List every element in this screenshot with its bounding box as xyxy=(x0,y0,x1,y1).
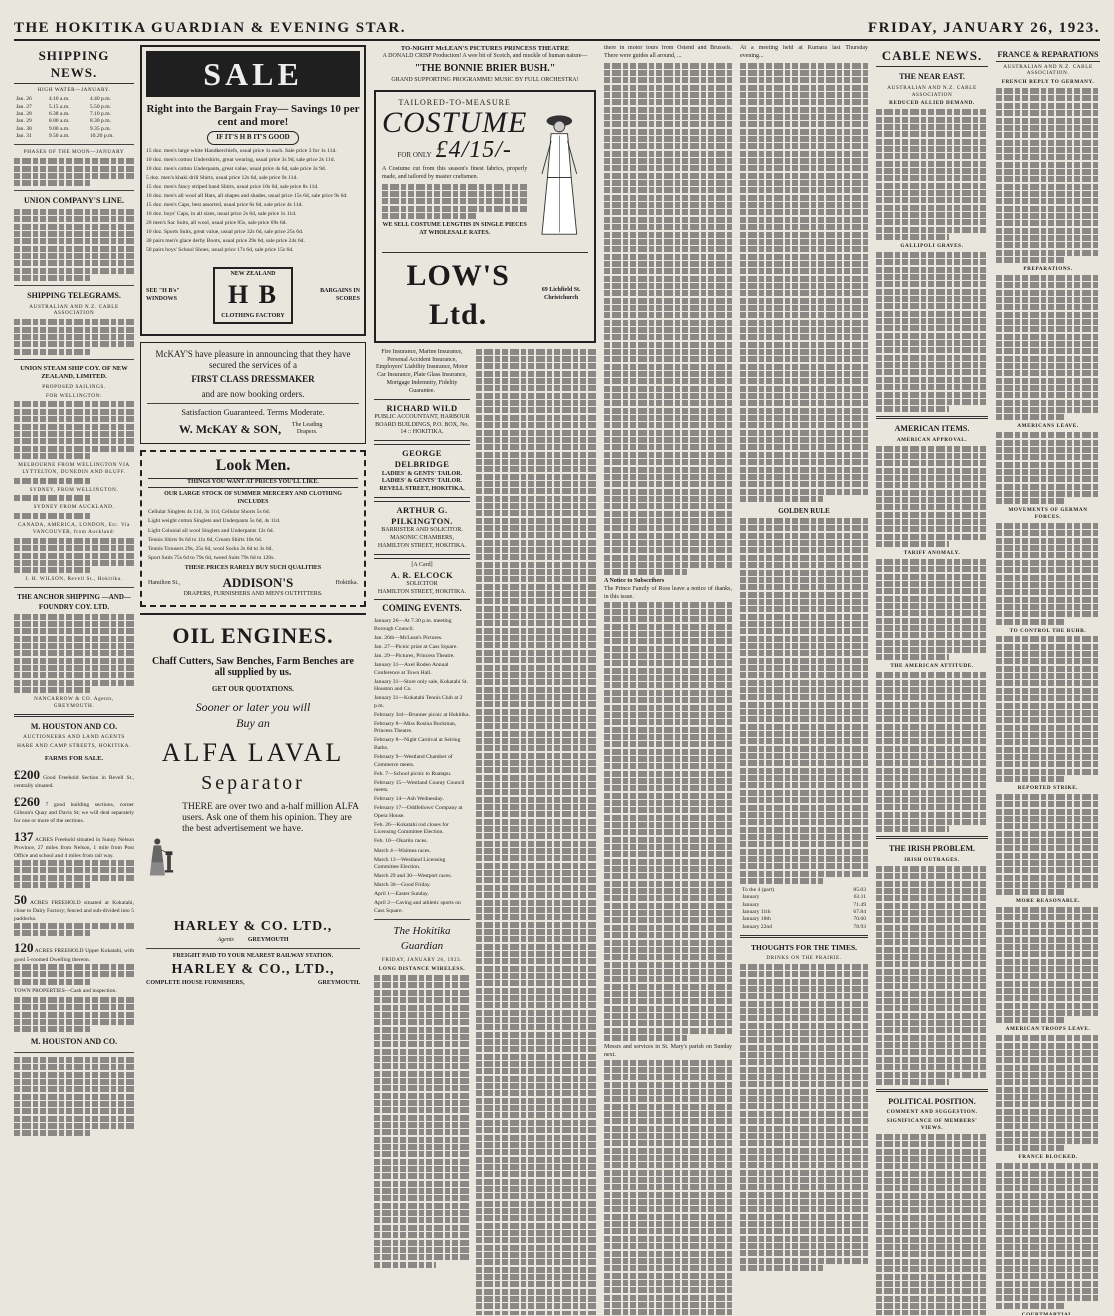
irish-outrages: IRISH OUTRAGES. xyxy=(904,857,960,864)
nancarrow-agents: NANCARROW & CO. Agents, GREYMOUTH. xyxy=(34,696,114,710)
costume-blurb: A Costume cut from this season's finest fabrics, properly made, and tailored by master craftsmen. xyxy=(382,165,528,180)
col4-intro: there in motor tours from Ostend and Brussels. There were guides all around, ... xyxy=(604,45,732,59)
rainfall-row xyxy=(740,916,868,923)
tide-table xyxy=(14,96,134,140)
costume-lengths: WE SELL COSTUME LENGTHS IN SINGLE PIECES AT WHOLESALE RATES. xyxy=(382,221,527,236)
event-item: February 17—Oddfellows' Company at Opera House. xyxy=(374,805,463,819)
event-item: February 8—Night Carnival at Seiring Baths. xyxy=(374,737,461,751)
farms-heading: FARMS FOR SALE. xyxy=(44,755,104,763)
lows-address: 69 Lichfield St. Christchurch xyxy=(541,287,581,302)
look-men: Look Men. xyxy=(215,457,291,475)
sale-item: 15 doz. men's fancy striped band Shirts, usual price 10s 6d, sale price 8s 11d. xyxy=(146,183,319,190)
preparations: PREPARATIONS. xyxy=(1023,266,1073,273)
buy-an: Buy an xyxy=(236,715,270,730)
german-forces-text xyxy=(996,523,1100,624)
event-item: Feb. 7—School picnic to Ruatapu. xyxy=(374,770,452,777)
elcock-street: HAMILTON STREET, HOKITIKA. xyxy=(377,588,467,595)
event-item: Feb. 10—Okarito races. xyxy=(374,838,428,845)
price-5: 120 xyxy=(14,940,34,956)
for-wellington: FOR WELLINGTON: xyxy=(46,392,102,399)
political-text xyxy=(876,1134,988,1315)
satisfaction-guaranteed: Satisfaction Guaranteed. Terms Moderate. xyxy=(181,406,325,417)
blocked-text xyxy=(996,1163,1100,1309)
attitude-text xyxy=(876,672,988,832)
event-item: March 13—Westland Licensing Committee Election. xyxy=(374,856,446,871)
hb-sale-ad xyxy=(140,45,366,336)
tariff-anomaly: TARIFF ANOMALY. xyxy=(903,550,961,557)
control-ruhr: TO CONTROL THE RUHR. xyxy=(1009,627,1087,634)
rainfall-cell: January 11th xyxy=(742,909,771,916)
tide-cell: 10.20 p.m. xyxy=(89,133,114,140)
sale-item: 15 doz. men's large white Handkerchiefs, usual price 1s each. Sale price 3 for 1s 11d. xyxy=(146,147,337,154)
col4-article-c xyxy=(604,1060,732,1315)
insurance-list: Fire Insurance, Marine Insurance, Personal Accident Insurance, Employers' Liability Insurance, Motor Car Insurance, Plate Glass Insurance, Mortgage Indemnity, Fidelity Guarantee. xyxy=(375,348,469,394)
delbridge-tailor-2: LADIES' & GENTS' TAILOR. xyxy=(381,478,463,485)
france-blocked: FRANCE BLOCKED. xyxy=(1018,1154,1078,1161)
tonight-theatre: TO-NIGHT McLEAN'S PICTURES PRINCESS THEATRE xyxy=(400,45,570,52)
look-item: Cellular Singlets 4s 11d, 3s 11d, Cellular Shorts 5s 6d. xyxy=(148,509,271,516)
column-four xyxy=(604,45,732,1315)
tide-row xyxy=(14,126,134,133)
property-4 xyxy=(14,891,134,936)
mckay-announcement: McKAY'S have pleasure in announcing that they have secured the services of a xyxy=(155,349,351,370)
freight-paid: FREIGHT PAID TO YOUR NEAREST RAILWAY STATION. xyxy=(172,953,334,960)
houston-heading: M. HOUSTON AND CO. xyxy=(30,721,118,731)
delbridge-tailor: LADIES' & GENTS' TAILOR. xyxy=(381,470,463,477)
reduced-demand: REDUCED ALLIED DEMAND. xyxy=(889,100,975,107)
elcock: A. R. ELCOCK xyxy=(390,569,454,580)
property-1-text: Good Freehold Section in Revell St., centrally situated. xyxy=(14,774,134,789)
event-item: Jan. 27—Picnic prize at Cass Square. xyxy=(374,643,458,650)
rainfall-cell: 63.11 xyxy=(853,894,866,901)
property-1 xyxy=(14,766,134,791)
sale-banner: SALE xyxy=(146,51,360,97)
look-item: Sport Suits 75s 6d to 79s 6d, tweed Suits 79s 6d to 120s. xyxy=(148,554,275,561)
tide-cell: Jan. 27 xyxy=(16,103,32,110)
comment-suggestion: COMMENT AND SUGGESTION. xyxy=(886,1109,978,1116)
gallipoli-text xyxy=(876,252,988,412)
event-item: January 31—Axel Rodeo Annual Conference at Town Hall. xyxy=(374,661,449,676)
col4-hobbies: Messrs and services in St. Mary's parish on Sunday next. xyxy=(604,1043,732,1058)
political-position-heading: POLITICAL POSITION. xyxy=(888,1096,976,1106)
moon-heading: PHASES OF THE MOON—JANUARY xyxy=(23,149,125,156)
col5-intro: At a meeting held at Kumara last Thursday evening... xyxy=(740,45,868,59)
harley-name: HARLEY & CO. LTD., xyxy=(173,919,333,935)
business-cards xyxy=(374,349,470,1315)
col5-article-b xyxy=(740,518,868,884)
first-class-dressmaker: FIRST CLASS DRESSMAKER xyxy=(191,374,315,385)
look-men-sub: THINGS YOU WANT AT PRICES YOU'LL LIKE. xyxy=(148,478,358,488)
pilkington-role: BARRISTER AND SOLICITOR. xyxy=(381,527,463,534)
mckay-ad xyxy=(140,342,366,444)
editorial-heading: LONG DISTANCE WIRELESS. xyxy=(378,966,466,973)
separator-word: Separator xyxy=(201,771,305,794)
costume-title: COSTUME xyxy=(382,105,528,139)
million-users: THERE are over two and a-half million ALFA users. Ask one of them his opinion. They are the best advertisement we have. xyxy=(182,802,359,835)
event-item: February 9—Westland Chamber of Commerce meets. xyxy=(374,754,453,768)
rainfall-cell: 67.84 xyxy=(853,909,866,916)
mckay-name: W. McKAY & SON, xyxy=(178,421,282,436)
hb-mark: H B xyxy=(227,280,279,310)
rainfall-cell: January xyxy=(742,901,760,908)
event-item: April 2—Caving and athletic sports on Cass Square. xyxy=(374,900,461,914)
supporting-programme: GRAND SUPPORTING PROGRAMME! MUSIC BY FULL ORCHESTRA! xyxy=(391,76,579,83)
col4-article-a xyxy=(604,63,732,576)
price-3: 137 xyxy=(14,829,34,845)
strike-text xyxy=(996,794,1100,895)
tailored-to-measure: TAILORED-TO-MEASURE xyxy=(398,97,511,107)
sale-item: 10 doz. men's cotton Undershirts, great wearing, usual price 3s 9d, sale price 2s 11d. xyxy=(146,156,335,163)
event-item: February 8—Miss Rosina Buckman, Princess Theatre. xyxy=(374,720,457,735)
sailings-text xyxy=(14,401,134,458)
tide-cell: 7.10 p.m. xyxy=(89,110,111,117)
rainfall-row xyxy=(740,924,868,931)
tide-cell: 8.30 p.m. xyxy=(89,118,111,125)
addison-tagline: DRAPERS, FURNISHERS AND MEN'S OUTFITTERS. xyxy=(183,590,323,597)
addison-name: ADDISON'S xyxy=(222,574,294,590)
sale-item: 10 doz. men's cotton Underpants, great value, usual price 4s 6d, sale price 3s 9d. xyxy=(146,165,327,172)
hb-nz: NEW ZEALAND xyxy=(230,270,276,277)
tide-heading: HIGH WATER—JANUARY. xyxy=(37,87,111,94)
sale-item: 10 doz. men's all wool all Hats, all shapes and shades, usual price 15s 6d, sale price 9s 6d. xyxy=(146,192,348,199)
rainfall-cell: 70.60 xyxy=(853,916,866,923)
reasonable-text xyxy=(996,907,1100,1023)
americans-text xyxy=(996,432,1100,504)
pilkington-chambers: MASONIC CHAMBERS, xyxy=(390,535,454,542)
sydney-route: SYDNEY, FROM WELLINGTON. xyxy=(29,486,119,493)
preparations-text xyxy=(996,275,1100,421)
price-4: 50 xyxy=(14,892,27,908)
bargain-headline: Right into the Bargain Fray— Savings 10 per cent and more! xyxy=(146,103,360,128)
france-assoc: AUSTRALIAN AND N.Z. CABLE ASSOCIATION. xyxy=(1003,63,1093,77)
look-item: Tennis Shirts 9s 6d to 11s 6d, Cream Shirts 10s 6d. xyxy=(148,536,263,543)
event-item: February 15—Westland County Council meets. xyxy=(374,779,465,794)
hb-logo xyxy=(213,267,292,325)
masthead-title: THE HOKITIKA GUARDIAN & EVENING STAR. xyxy=(14,20,406,36)
tide-cell: 6.38 a.m. xyxy=(48,110,70,117)
col4-notice-head: A Notice to Subscribers xyxy=(604,578,665,585)
american-approval: AMERICAN APPROVAL. xyxy=(896,436,968,443)
approval-text xyxy=(876,446,988,547)
look-item: Tennis Trousers 29s, 25s 6d, wool Socks 2s 6d to 3s 6d. xyxy=(148,545,273,552)
guardian-title: The Hokitika Guardian xyxy=(393,925,451,952)
look-footer: THESE PRICES RARELY BUY SUCH QUALITIES xyxy=(184,565,322,572)
event-item: February 14—Ash Wednesday. xyxy=(374,796,444,803)
rainfall-cell: January 18th xyxy=(742,916,771,923)
look-men-sub2: OUR LARGE STOCK OF SUMMER MERCERY AND CLOTHING INCLUDES xyxy=(164,490,342,505)
richard-wild-sub: PUBLIC ACCOUNTANT, HARBOUR BOARD BUILDINGS, P.O. BOX, No. 14 :: HOKITIKA. xyxy=(374,413,470,436)
property-5 xyxy=(14,939,134,984)
houston-footer: M. HOUSTON AND CO. xyxy=(30,1037,118,1047)
france-heading: FRANCE & REPARATIONS xyxy=(996,50,1100,62)
rainfall-cell: 71.49 xyxy=(853,901,866,908)
town-properties: TOWN PROPERTIES—Cash and inspection. xyxy=(14,987,117,994)
alfa-laval: ALFA LAVAL xyxy=(161,737,345,767)
rainfall-cell: January 22nd xyxy=(742,923,772,930)
price-1: £200 xyxy=(14,766,40,782)
sale-item: 15 doz. men's Caps, best assorted, usual price 6s 6d, sale price 4s 11d. xyxy=(146,201,303,208)
masthead xyxy=(14,20,1100,41)
union-text xyxy=(14,209,134,281)
pilkington: ARTHUR G. PILKINGTON. xyxy=(391,504,453,527)
irish-problem-heading: THE IRISH PROBLEM. xyxy=(888,844,975,854)
columns xyxy=(14,45,1100,1315)
event-item: January 31—Store only sale, Kokatahi St. Houston and Co. xyxy=(374,678,468,693)
more-reasonable: MORE REASONABLE. xyxy=(1015,898,1081,905)
auctioneers: AUCTIONEERS AND LAND AGENTS xyxy=(23,734,125,741)
theatre-notice xyxy=(374,45,596,85)
woman-with-separator-illustration xyxy=(146,802,176,912)
addisons-ad xyxy=(140,450,366,607)
anchor-text xyxy=(14,614,134,693)
costume-woman-illustration xyxy=(531,98,588,248)
sale-item: 30 pairs men's glace derby Boots, usual price 29s 6d, sale price 24s 6d. xyxy=(146,237,305,244)
union-heading: UNION COMPANY'S LINE. xyxy=(23,196,125,206)
rainfall-row xyxy=(740,894,868,901)
harley-greymouth: GREYMOUTH xyxy=(247,936,289,943)
americans-leave: AMERICANS LEAVE. xyxy=(1017,423,1079,430)
golden-rule: GOLDEN RULE xyxy=(778,506,830,515)
sooner-or-later: Sooner or later you will xyxy=(195,699,311,714)
reported-strike: REPORTED STRIKE. xyxy=(1017,784,1079,791)
get-quotations: GET OUR QUOTATIONS. xyxy=(212,684,294,693)
rainfall-row xyxy=(740,887,868,894)
melbourne-route: MELBOURNE FROM WELLINGTON VIA LYTTELTON, DUNEDIN AND BLUFF. xyxy=(18,461,130,475)
union-ss-heading: UNION STEAM SHIP COY. OF NEW ZEALAND, LIMITED. xyxy=(20,364,128,381)
troops-leave: AMERICAN TROOPS LEAVE. xyxy=(1005,1026,1091,1033)
ruhr-text xyxy=(996,636,1100,782)
tide-cell: 5.15 a.m. xyxy=(48,103,70,110)
property-2 xyxy=(14,793,134,825)
tide-row xyxy=(14,96,134,103)
col4-article-b xyxy=(604,602,732,1041)
tide-row xyxy=(14,133,134,140)
sale-item: 10 doz. boys' Caps, in all sizes, usual price 2s 6d, sale price 1s 11d. xyxy=(146,210,297,217)
guardian-date: FRIDAY, JANUARY 26, 1923. xyxy=(381,957,463,964)
col5-article-c xyxy=(740,964,868,1271)
anchor-heading: THE ANCHOR SHIPPING —AND— FOUNDRY COY. LTD. xyxy=(17,593,131,611)
troops-text xyxy=(996,1035,1100,1151)
moon-text xyxy=(14,158,134,186)
oil-engines-heading: OIL ENGINES. xyxy=(172,622,334,648)
tide-cell: 8.00 a.m. xyxy=(48,118,70,125)
reduced-demand-text xyxy=(876,109,988,240)
delbridge-street: REVELL STREET, HOKITIKA. xyxy=(379,486,465,493)
cable-assoc: AUSTRALIAN AND N.Z. CABLE ASSOCIATION xyxy=(887,84,977,98)
telegrams-heading: SHIPPING TELEGRAMS. xyxy=(27,290,121,300)
tide-cell: 9.35 p.m. xyxy=(89,125,111,132)
tide-cell: Jan. 29 xyxy=(16,118,32,125)
tide-row xyxy=(14,104,134,111)
rainfall-cell: To the 4 (part) xyxy=(742,886,775,893)
mckay-tagline: The Leading Drapers. xyxy=(291,421,323,436)
look-item: Light weight cotton Singlets and Underpants 5s 6d, 4s 11d. xyxy=(148,518,281,525)
event-item: Jan. 29—Pictures, Princess Theatre. xyxy=(374,652,455,659)
property-5-text: ACRES FREEHOLD Upper Kokatahi, with good 5-roomed Dwelling thereon. xyxy=(14,948,134,963)
hb-goods-badge: IF IT'S H B IT'S GOOD xyxy=(207,131,298,144)
american-items-heading: AMERICAN ITEMS. xyxy=(894,424,970,434)
tide-cell: Jan. 26 xyxy=(16,96,32,103)
event-item: March 4—Waimea races. xyxy=(374,847,431,854)
sydney-auckland-route: SYDNEY FROM AUCKLAND. xyxy=(33,504,115,511)
property-4-text: ACRES FREEHOLD situated at Kokatahi, close to Dairy Factory; fenced and sub-divided into 5 paddocks. xyxy=(14,900,134,922)
sale-items-list xyxy=(146,148,360,255)
look-item: Light Colonial all wool Singlets and Underpants 12s 6d. xyxy=(148,527,275,534)
column-ads-left xyxy=(140,45,366,1315)
rainfall-table xyxy=(740,887,868,931)
event-item: Jan. 26th—McLean's Pictures. xyxy=(374,634,443,641)
chaff-cutters: Chaff Cutters, Saw Benches, Farm Benches are all supplied by us. xyxy=(151,655,354,679)
news-article-col3 xyxy=(476,349,596,1315)
property-3-text: ACRES Freehold situated in Sunny Nelson Province, 27 miles from Nelson, 1 mile from Post Office and school and 4 miles from rail way. xyxy=(14,837,134,859)
thoughts-sub: DRINKS ON THE PRAIRIE. xyxy=(766,955,842,962)
american-attitude: THE AMERICAN ATTITUDE. xyxy=(890,663,974,670)
french-reply: FRENCH REPLY TO GERMANY. xyxy=(1001,79,1095,86)
look-items-list xyxy=(148,509,358,562)
event-item: April 1—Easter Sunday. xyxy=(374,891,429,898)
event-item: Feb. 26—Kokatahi rod closes for Licensing Committee Election. xyxy=(374,821,449,836)
tide-cell: Jan. 31 xyxy=(16,133,32,140)
members-views: SIGNIFICANCE OF MEMBERS' VIEWS. xyxy=(886,1118,978,1132)
canada-route: CANADA, AMERICA, LONDON, Etc. Via VANCOUVER, from Auckland: xyxy=(18,522,130,536)
rainfall-row xyxy=(740,909,868,916)
property-2-text: 7 good building sections, corner Gibson's Quay and Davis St; we will deal separately for one or more of the sections. xyxy=(14,802,134,824)
irish-text xyxy=(876,866,988,1085)
donald-crisp: A DONALD CRISP Production! A wee bit of Scotch, and muckle of human nature— xyxy=(382,53,588,60)
rainfall-row xyxy=(740,902,868,909)
harley-footer-name: HARLEY & CO., LTD., xyxy=(171,962,335,978)
see-hbs-windows: SEE "H B's" WINDOWS xyxy=(146,287,180,302)
sale-item: 10 doz. Sports Suits, great value, usual price 32s 6d, sale price 25s 6d. xyxy=(146,228,304,235)
column-three xyxy=(374,45,596,1315)
masthead-date: FRIDAY, JANUARY 26, 1923. xyxy=(868,20,1100,36)
pilkington-street: HAMILTON STREET, HOKITIKA. xyxy=(377,542,467,549)
addison-right: Hokitika. xyxy=(335,579,358,586)
col5-article-a xyxy=(740,63,868,502)
richard-wild: RICHARD WILD xyxy=(386,402,458,413)
event-item: January 31—Kokatahi Tennis Club at 2 p.m. xyxy=(374,695,463,709)
courtmartial: COURTMARTIAL. xyxy=(1021,1311,1075,1315)
column-france xyxy=(996,45,1100,1315)
telegrams-text xyxy=(14,319,134,354)
tide-cell: 4.10 a.m. xyxy=(48,96,70,103)
column-cable-news xyxy=(876,45,988,1315)
tariff-text xyxy=(876,559,988,660)
tide-cell: 5.50 p.m. xyxy=(89,103,111,110)
proposed-sailings: PROPOSED SAILINGS. xyxy=(42,383,106,390)
thoughts-heading: THOUGHTS FOR THE TIMES. xyxy=(751,943,857,953)
coming-events-heading: COMING EVENTS. xyxy=(382,603,462,614)
telegrams-assoc: AUSTRALIAN AND N.Z. CABLE ASSOCIATION xyxy=(29,303,119,317)
card-label: [A Card] xyxy=(411,561,433,568)
column-five xyxy=(740,45,868,1315)
sale-item: 50 pairs boys' School Shoes, usual price 17s 6d, sale price 15s 6d. xyxy=(146,247,294,254)
sale-item: 5 doz. men's khaki drill Shirts, usual price 12s 6d, sale price 9s 11d. xyxy=(146,174,298,181)
rainfall-cell: 78.93 xyxy=(853,923,866,930)
lows-costume-ad xyxy=(374,90,596,343)
houston-street: HARE AND CAMP STREETS, HOKITIKA. xyxy=(17,743,131,750)
tide-row xyxy=(14,111,134,118)
gallipoli-graves: GALLIPOLI GRAVES. xyxy=(900,243,964,250)
event-item: February 3rd—Brunner picnic at Hokitika. xyxy=(374,711,470,718)
costume-price: £4/15/- xyxy=(435,136,512,163)
harley-agents: Agents xyxy=(217,936,234,943)
shipping-agent: J. H. WILSON, Revell St., Hokitika. xyxy=(25,576,123,583)
event-item: March 29 and 30—Westport races. xyxy=(374,873,452,880)
german-forces: MOVEMENTS OF GERMAN FORCES. xyxy=(1008,507,1088,521)
bonnie-brier-bush: "THE BONNIE BRIER BUSH." xyxy=(414,63,556,75)
rainfall-cell: January xyxy=(742,894,760,901)
editorial-text xyxy=(374,975,470,1267)
elcock-role: SOLICITOR xyxy=(406,580,438,587)
tide-cell: 9.50 a.m. xyxy=(48,133,70,140)
tide-row xyxy=(14,118,134,125)
near-east-heading: THE NEAR EAST. xyxy=(899,72,965,82)
sale-item: 20 men's Sac Suits, all wool, usual price 85s, sale price 69s 6d. xyxy=(146,219,287,226)
for-only: FOR ONLY xyxy=(397,150,432,159)
lows-name: LOW'S Ltd. xyxy=(406,258,510,332)
shipping-news-heading: SHIPPING NEWS. xyxy=(14,45,134,84)
event-item: January 26—At 7.30 p.m. meeting Borough Council. xyxy=(374,618,452,632)
tide-cell: 9.00 a.m. xyxy=(48,125,70,132)
george-delbridge: GEORGE DELBRIDGE xyxy=(394,448,450,470)
column-shipping xyxy=(14,45,134,1315)
booking-orders: and are now booking orders. xyxy=(201,388,305,399)
tide-cell: 4.40 p.m. xyxy=(89,96,111,103)
french-reply-text xyxy=(996,88,1100,263)
price-2: £260 xyxy=(14,794,40,810)
addison-left: Hamilton St., xyxy=(148,579,181,586)
complete-house-furnishers: COMPLETE HOUSE FURNISHERS, xyxy=(146,979,245,986)
hb-clothing-factory: CLOTHING FACTORY xyxy=(221,312,285,319)
cable-news-heading: CABLE NEWS. xyxy=(876,45,988,67)
tide-cell: Jan. 28 xyxy=(16,110,32,117)
coming-events-list xyxy=(374,618,470,915)
harley-footer-greymouth: GREYMOUTH. xyxy=(317,979,360,986)
event-item: March 30—Good Friday. xyxy=(374,882,431,889)
tide-cell: Jan. 30 xyxy=(16,125,32,132)
oil-engines-ad xyxy=(140,613,366,994)
property-3 xyxy=(14,828,134,888)
col4-pride: The Prince Family of Ross leave a notice of thanks, in this issue. xyxy=(604,586,732,600)
bargains-in-scores: BARGAINS IN SCORES xyxy=(320,287,360,302)
rainfall-cell: 85.03 xyxy=(853,886,866,893)
